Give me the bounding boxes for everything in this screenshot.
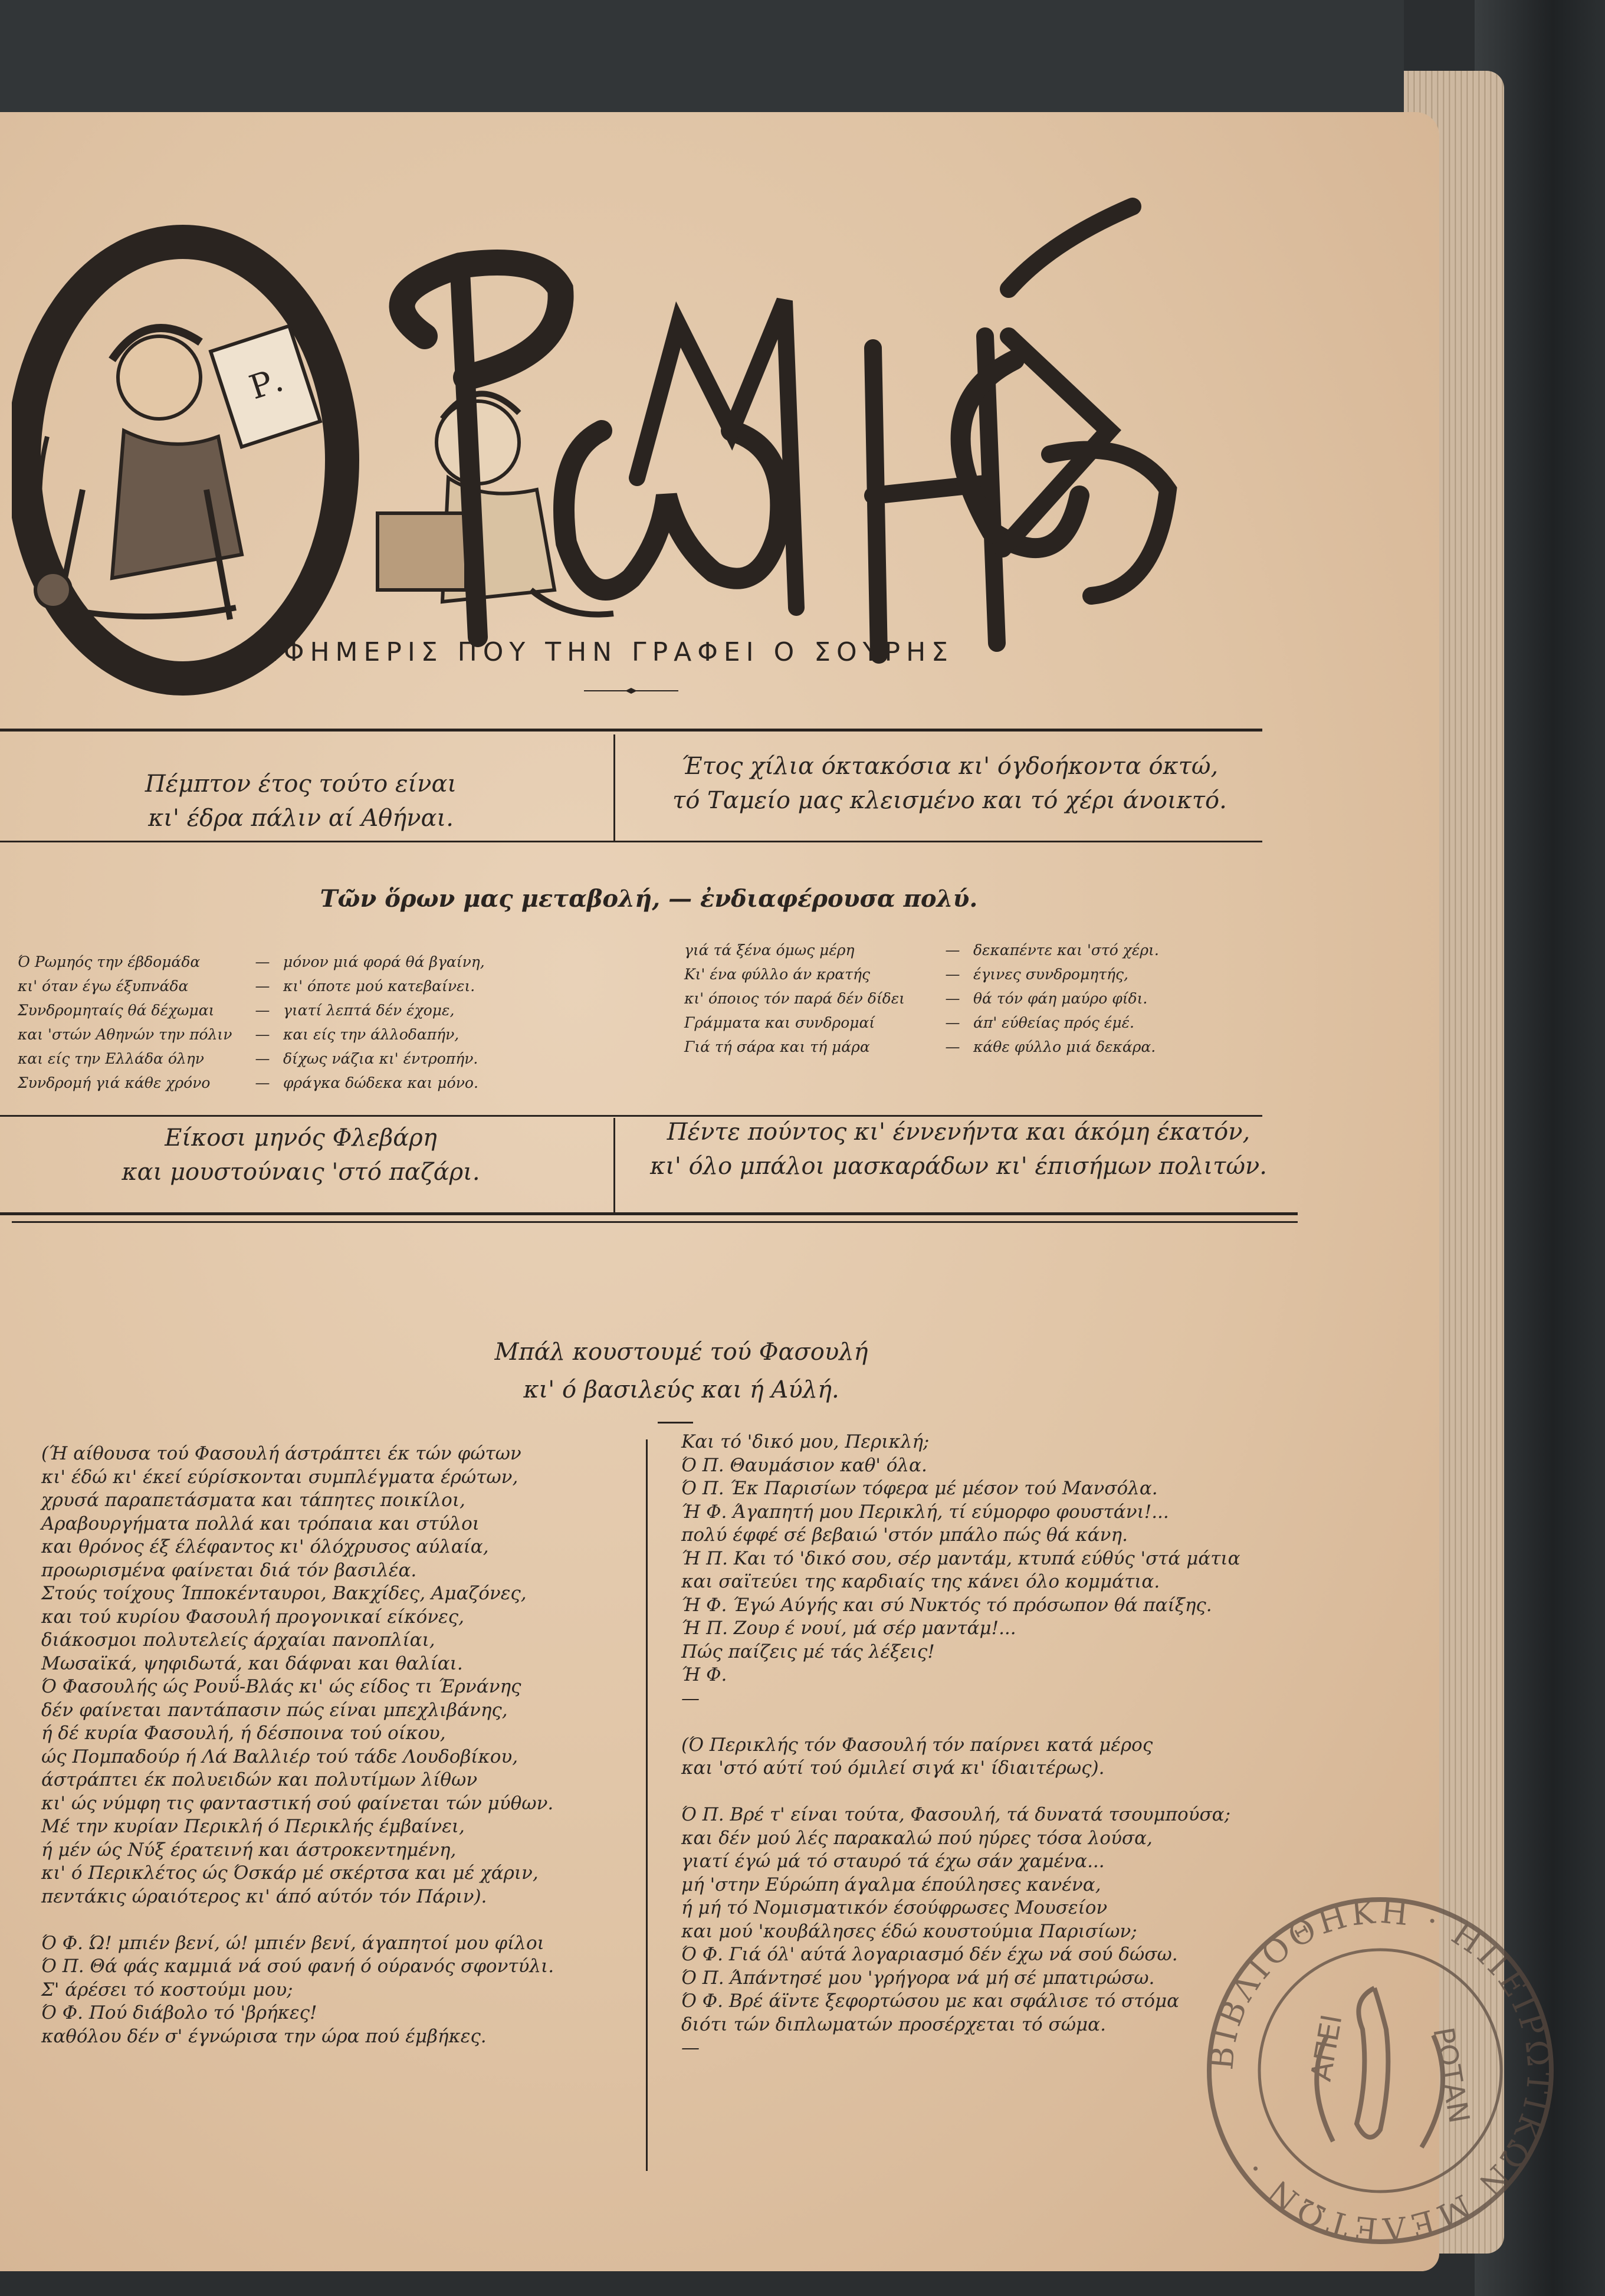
reading-man-illustration: [35, 326, 320, 619]
article-line: Ό Φ. Πού διάβολο τό 'βρήκες!: [41, 2002, 317, 2023]
terms-right-table: [684, 938, 1280, 1059]
article-line: Μωσαϊκά, ψηφιδωτά, και δάφναι και θαλίαι.: [41, 1652, 463, 1674]
stamp-center-left: ΑΠΕΙ: [1304, 2012, 1349, 2084]
article-line: Ό Π. Βρέ τ' είναι τούτα, Φασουλή, τά δυνατά τσουμπούσα;: [681, 1804, 1231, 1825]
article-line: κι' ό Περικλέτος ώς Όσκάρ μέ σκέρτσα και μέ χάριν,: [41, 1862, 539, 1884]
article-line: ώς Πομπαδούρ ή Λά Βαλλιέρ τού τάδε Λουδοβίκου,: [41, 1746, 518, 1767]
column-divider: [646, 1439, 648, 2171]
article-line: κι' ώς νύμφη τις φανταστική σού φαίνεται τών μύθων.: [41, 1792, 554, 1814]
article-title: Μπάλ κουστουμέ τού Φασουλή κι' ό βασιλεύς και ή Αύλή.: [494, 1339, 868, 1403]
article-line: πολύ έφφέ σέ βεβαιώ 'στόν μπάλο πώς θά κάνη.: [681, 1524, 1128, 1546]
masthead-illustration: [12, 183, 1250, 702]
article-line: (Ό Περικλής τόν Φασουλή τόν παίρνει κατά μέρος: [681, 1734, 1153, 1756]
subtitle-flourish: [584, 687, 678, 694]
article-line: Ό Φ. Γιά όλ' αύτά λογαριασμό δέν έχω νά σού δώσω.: [681, 1944, 1178, 1965]
article-line: [681, 1780, 1240, 1804]
verse-bottom-right: Πέντε πούντος κι' έννενήντα και άκόμη έκατόν, κι' όλο μπάλοι μασκαράδων κι' έπισήμων πολιτών.: [650, 1119, 1267, 1180]
article-line: Ή Φ.: [681, 1664, 727, 1685]
subtitle: ΕΦΗΜΕΡΙΣ ΠΟΥ ΤΗΝ ΓΡΑΦΕΙ Ο ΣΟΥΡΗΣ: [261, 637, 954, 667]
stamp-center-right: ΡΩΤΑΝ: [1426, 2025, 1476, 2126]
rule-article: [12, 1221, 1298, 1223]
terms-row: Γιά τή σάρα και τή μάρα — κάθε φύλλο μιά δεκάρα.: [684, 1038, 1156, 1055]
article-line: Ό Φ. Βρέ άϊντε ξεφορτώσου με και σφάλισε τό στόμα: [681, 1990, 1180, 2012]
terms-row: Γράμματα και συνδρομαί — άπ' εύθείας πρός έμέ.: [684, 1014, 1134, 1031]
article-line: μή 'στην Εύρώπη άγαλμα έπούλησες κανένα,: [681, 1874, 1101, 1895]
article-line: και τού κυρίου Φασουλή προγονικαί είκόνες,: [41, 1606, 464, 1628]
article-line: καθόλου δέν σ' έγνώρισα την ώρα πού έμβήκες.: [41, 2025, 487, 2047]
article-line: ή δέ κυρία Φασουλή, ή δέσποινα τού οίκου,: [41, 1723, 446, 1744]
masthead: [12, 183, 1250, 702]
article-line: —: [681, 2037, 700, 2058]
article-line: Ή Φ. Άγαπητή μου Περικλή, τί εύμορφο φουστάνι!...: [681, 1501, 1169, 1523]
article-line: Ό Π. Θά φάς καμμιά νά σού φανή ό ούρανός σφοντύλι.: [41, 1956, 554, 1977]
verse-top-right: Έτος χίλια όκτακόσια κι' όγδοήκοντα όκτώ, τό Ταμείο μας κλεισμένο και τό χέρι άνοικτό.: [672, 753, 1227, 814]
article-line: ή μέν ώς Νύξ έρατεινή και άστροκεντημένη,: [41, 1839, 457, 1861]
article-line: διάκοσμοι πολυτελείς άρχαίαι πανοπλίαι,: [41, 1629, 435, 1651]
rule-top: [0, 729, 1262, 732]
article-line: άστράπτει έκ πολυειδών και πολυτίμων λίθων: [41, 1769, 478, 1790]
terms-row: Συνδρομηταίς θά δέχωμαι — γιατί λεπτά δέν έχομε,: [18, 1002, 455, 1019]
newspaper-label: Ρ.: [245, 360, 288, 408]
article-line: Πώς παίζεις μέ τάς λέξεις!: [681, 1641, 935, 1662]
article-line: Ό Π. Θαυμάσιον καθ' όλα.: [681, 1454, 927, 1476]
article-line: και σαϊτεύει της καρδιαίς της κάνει όλο κομμάτια.: [681, 1571, 1160, 1592]
article-line: —: [681, 1687, 700, 1709]
article-line: Ό Φασουλής ώς Ρουΰ-Βλάς κι' ώς είδος τι Έρνάνης: [41, 1676, 521, 1697]
terms-row: κι' όταν έγω έξυπνάδα — κι' όποτε μού κατεβαίνει.: [18, 978, 475, 995]
terms-title: Τῶν ὅρων μας μεταβολή, — ἐνδιαφέρουσα πολύ.: [320, 885, 978, 913]
article-line: Ή Φ. Έγώ Αύγής και σύ Νυκτός τό πρόσωπον θά παίξης.: [681, 1594, 1212, 1616]
article-line: Ό Π. Άπάντησέ μου 'γρήγορα νά μή σέ μπατιρώσω.: [681, 1967, 1155, 1989]
divider-top: [613, 734, 615, 841]
terms-row: Ό Ρωμηός την έβδομάδα — μόνον μιά φορά θά βγαίνη,: [18, 953, 485, 970]
article-line: Ή Π. Και τό 'δικό σου, σέρ μαντάμ, κτυπά εύθύς 'στά μάτια: [681, 1547, 1240, 1569]
article-line: (Ή αίθουσα τού Φασουλή άστράπτει έκ τών φώτων: [41, 1443, 521, 1464]
terms-row: Κι' ένα φύλλο άν κρατής — έγινες συνδρομητής,: [684, 966, 1128, 983]
article-line: Και τό 'δικό μου, Περικλή;: [681, 1431, 930, 1452]
rule-bottom: [0, 1212, 1298, 1215]
article-line: κι' έδώ κι' έκεί εύρίσκονται συμπλέγματα έρώτων,: [41, 1466, 518, 1488]
title-rule: [658, 1422, 693, 1423]
article-line: Στούς τοίχους Ίπποκένταυροι, Βακχίδες, Αμαζόνες,: [41, 1583, 527, 1604]
article-line: και δέν μού λές παρακαλώ πού ηύρες τόσα λούσα,: [681, 1827, 1153, 1849]
scan-background-top: [0, 0, 1404, 112]
terms-left-table: [18, 950, 590, 1095]
article-line: [681, 1710, 1240, 1734]
divider-bottom: [613, 1118, 615, 1212]
article-line: προωρισμένα φαίνεται διά τόν βασιλέα.: [41, 1559, 417, 1581]
article-line: Αραβουργήματα πολλά και τρόπαια και στύλοι: [41, 1513, 480, 1534]
terms-row: και 'στών Αθηνών την πόλιν — και είς την άλλοδαπήν,: [18, 1026, 459, 1043]
article-line: και 'στό αύτί τού όμιλεί σιγά κι' ίδιαιτέρως).: [681, 1757, 1105, 1779]
terms-row: κι' όποιος τόν παρά δέν δίδει — θά τόν φάη μαύρο φίδι.: [684, 990, 1148, 1007]
article-line: Ή Π. Ζουρ έ νουί, μά σέρ μαντάμ!...: [681, 1618, 1016, 1639]
article-line: Σ' άρέσει τό κοστούμι μου;: [41, 1979, 293, 2000]
stamp-ring-text: ΒΙΒΛΙΟΘΗΚΗ · ΗΠΕΙΡΩΤΙΚΩΝ ΜΕΛΕΤΩΝ ·: [1203, 1892, 1558, 2248]
article-line: και μού 'κουβάλησες έδώ κουστούμια Παρισίων;: [681, 1920, 1137, 1942]
article-line: και θρόνος έξ έλέφαντος κι' όλόχρυσος αύλαία,: [41, 1536, 489, 1557]
terms-row: και είς την Ελλάδα όλην — δίχως νάζια κι' έντροπήν.: [18, 1050, 478, 1067]
article-left-column: [41, 1442, 554, 2048]
article-line: χρυσά παραπετάσματα και τάπητες ποικίλοι,: [41, 1490, 465, 1511]
article-line: [41, 1908, 554, 1932]
library-stamp: [1197, 1888, 1563, 2254]
article-right-column: [681, 1431, 1240, 2060]
article-line: Μέ την κυρίαν Περικλή ό Περικλής έμβαίνει,: [41, 1816, 465, 1837]
article-line: διότι τών διπλωματών προσέρχεται τό σώμα.: [681, 2013, 1106, 2035]
verse-top-left: Πέμπτον έτος τούτο είναι κι' έδρα πάλιν αί Αθήναι.: [145, 770, 457, 832]
article-line: πεντάκις ώραιότερος κι' άπό αύτόν τόν Πάριν).: [41, 1885, 487, 1907]
article-line: Ό Φ. Ώ! μπιέν βενί, ώ! μπιέν βενί, άγαπητοί μου φίλοι: [41, 1932, 544, 1954]
article-line: γιατί έγώ μά τό σταυρό τά έχω σάν χαμένα...: [681, 1851, 1105, 1872]
terms-row: γιά τά ξένα όμως μέρη — δεκαπέντε και 'στό χέρι.: [684, 942, 1159, 959]
verse-bottom-left: Είκοσι μηνός Φλεβάρη και μουστούναις 'στό παζάρι.: [122, 1124, 480, 1186]
article-line: δέν φαίνεται παντάπασιν πώς είναι μπεχλιβάνης,: [41, 1699, 508, 1721]
terms-row: Συνδρομή γιά κάθε χρόνο — φράγκα δώδεκα και μόνο.: [18, 1074, 478, 1091]
article-line: Ό Π. Έκ Παρισίων τόφερα μέ μέσον τού Μανσόλα.: [681, 1478, 1158, 1499]
rule-wavy-1: [0, 841, 1262, 842]
article-line: ή μή τό Νομισματικόν έσούφρωσες Μουσείον: [681, 1897, 1108, 1918]
